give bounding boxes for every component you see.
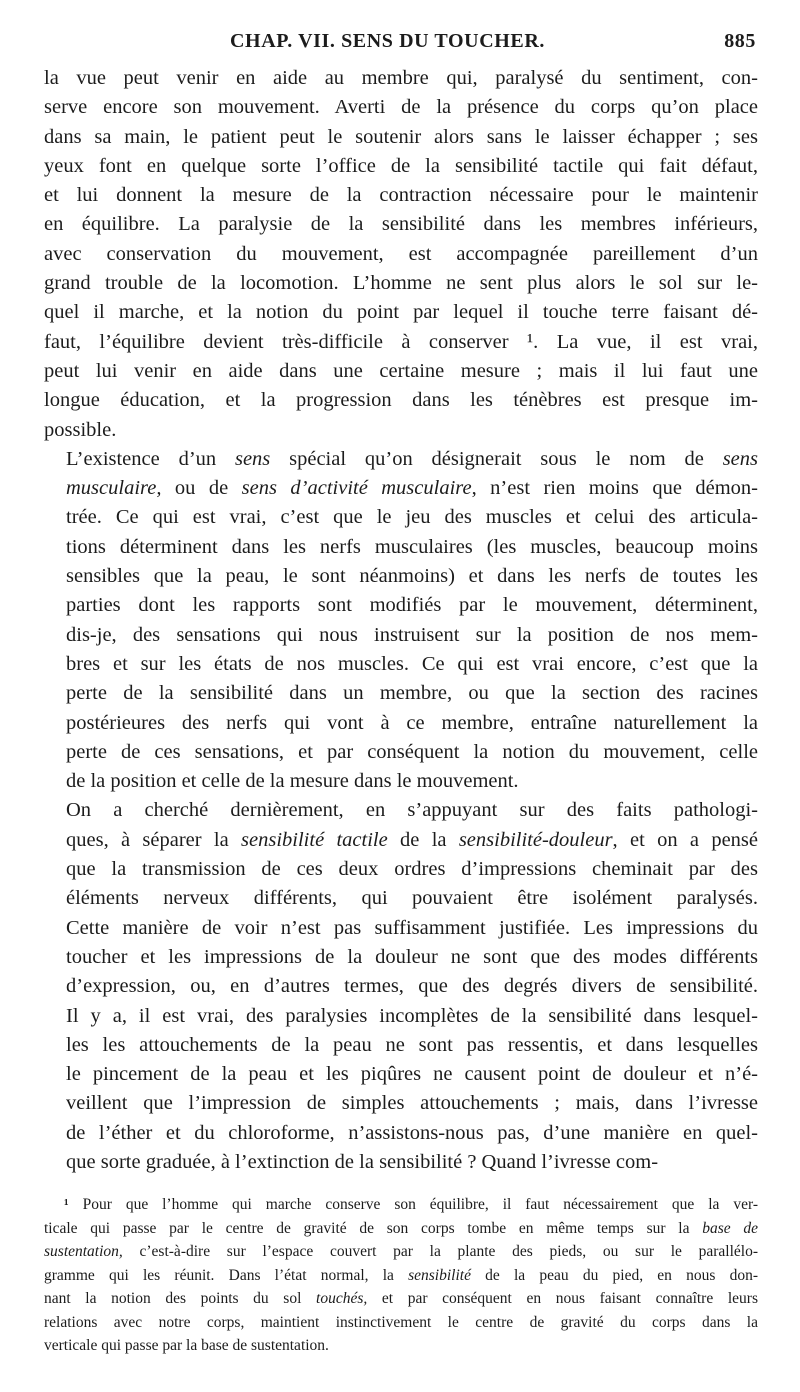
- text-line: éléments nerveux différents, qui pouvaient être isolément paralysés.: [66, 887, 758, 910]
- footnote-line: ¹ Pour que l’homme qui marche conserve son équilibre, il faut nécessairement que la ver-: [64, 1196, 758, 1214]
- text-line: que la transmission de ces deux ordres d’impressions cheminait par des: [66, 858, 758, 881]
- text-line: quel il marche, et la notion du point par lequel il touche terre faisant dé-: [44, 301, 758, 324]
- text-line: avec conservation du mouvement, est accompagnée pareillement d’un: [44, 242, 758, 265]
- footnote-marker: ¹: [64, 1196, 83, 1214]
- text-line: sensibles que la peau, le sont néanmoins) et dans les nerfs de toutes les: [66, 565, 758, 588]
- footnote-line: nant la notion des points du sol touchés, et par conséquent en nous faisant connaître leurs: [44, 1290, 758, 1308]
- page-number: 885: [724, 30, 756, 52]
- text-line: de l’éther et du chloroforme, n’assistons-nous pas, d’une manière en quel-: [66, 1121, 758, 1144]
- body-text: [44, 64, 758, 1177]
- text-line: serve encore son mouvement. Averti de la présence du corps qu’on place: [44, 96, 758, 119]
- text-line: d’expression, ou, en d’autres termes, que des degrés divers de sensibilité.: [66, 975, 758, 998]
- text-line: postérieures des nerfs qui vont à ce membre, entraîne naturellement la: [66, 711, 758, 734]
- text-line: Il y a, il est vrai, des paralysies incomplètes de la sensibilité dans lesquel-: [66, 1004, 758, 1027]
- footnote: [44, 1193, 758, 1358]
- text-line: peut lui venir en aide dans une certaine mesure ; mais il lui faut une: [44, 359, 758, 382]
- text-line: perte de ces sensations, et par conséquent la notion du mouvement, celle: [66, 740, 758, 763]
- text-line: de la position et celle de la mesure dans le mouvement.: [66, 770, 519, 793]
- text-line: le pincement de la peau et les piqûres ne causent point de douleur et n’é-: [66, 1063, 758, 1086]
- text-line: bres et sur les états de nos muscles. Ce qui est vrai encore, c’est que la: [66, 652, 758, 675]
- footnote-line: verticale qui passe par la base de sustentation.: [44, 1337, 329, 1355]
- text-line: ques, à séparer la sensibilité tactile de la sensibilité-douleur, et on a pensé: [66, 828, 758, 851]
- text-line: et lui donnent la mesure de la contraction nécessaire pour le maintenir: [44, 184, 758, 207]
- text-line: grand trouble de la locomotion. L’homme ne sent plus alors le sol sur le-: [44, 272, 758, 295]
- text-line: Cette manière de voir n’est pas suffisamment justifiée. Les impressions du: [66, 916, 758, 939]
- text-line: trée. Ce qui est vrai, c’est que le jeu des muscles et celui des articula-: [66, 506, 758, 529]
- text-line: la vue peut venir en aide au membre qui, paralysé du sentiment, con-: [44, 67, 758, 89]
- text-line: L’existence d’un sens spécial qu’on désignerait sous le nom de sens: [66, 447, 758, 470]
- footnote-line: ticale qui passe par le centre de gravité de son corps tombe en même temps sur la base de: [44, 1219, 758, 1237]
- text-line: en équilibre. La paralysie de la sensibilité dans les membres inférieurs,: [44, 213, 758, 236]
- text-line: veillent que l’impression de simples attouchements ; mais, dans l’ivresse: [66, 1092, 758, 1115]
- text-line: yeux font en quelque sorte l’office de la sensibilité tactile qui fait défaut,: [44, 154, 758, 177]
- paragraph-3: [44, 796, 758, 1177]
- paragraph-1: [44, 64, 758, 445]
- text-line: dis-je, des sensations qui nous instruisent sur la position de nos mem-: [66, 623, 758, 646]
- chapter-title: CHAP. VII. SENS DU TOUCHER.: [230, 30, 545, 52]
- running-header: [44, 30, 758, 58]
- text-line: musculaire, ou de sens d’activité musculaire, n’est rien moins que démon-: [66, 477, 758, 500]
- text-line: longue éducation, et la progression dans les ténèbres est presque im-: [44, 389, 758, 412]
- text-line: tions déterminent dans les nerfs musculaires (les muscles, beaucoup moins: [66, 535, 758, 558]
- text-line: perte de la sensibilité dans un membre, ou que la section des racines: [66, 682, 758, 705]
- text-line: que sorte graduée, à l’extinction de la sensibilité ? Quand l’ivresse com-: [66, 1150, 659, 1173]
- text-line: On a cherché dernièrement, en s’appuyant sur des faits pathologi-: [66, 799, 758, 822]
- text-line: parties dont les rapports sont modifiés par le mouvement, déterminent,: [66, 594, 758, 617]
- footnote-line: relations avec notre corps, maintient instinctivement le centre de gravité du corps dans la: [44, 1313, 758, 1331]
- text-line: les les attouchements de la peau ne sont pas ressentis, et dans lesquelles: [66, 1033, 758, 1056]
- text-line: dans sa main, le patient peut le soutenir alors sans le laisser échapper ; ses: [44, 125, 758, 148]
- text-line: faut, l’équilibre devient très-difficile à conserver ¹. La vue, il est vrai,: [44, 330, 758, 353]
- footnote-line: gramme qui les réunit. Dans l’état normal, la sensibilité de la peau du pied, en nous don-: [44, 1266, 758, 1284]
- paragraph-2: [44, 445, 758, 797]
- text-line: toucher et les impressions de la douleur ne sont que des modes différents: [66, 945, 758, 968]
- text-line: possible.: [44, 418, 117, 441]
- footnote-line: sustentation, c’est-à-dire sur l’espace couvert par la plante des pieds, ou sur le parallélo-: [44, 1243, 758, 1261]
